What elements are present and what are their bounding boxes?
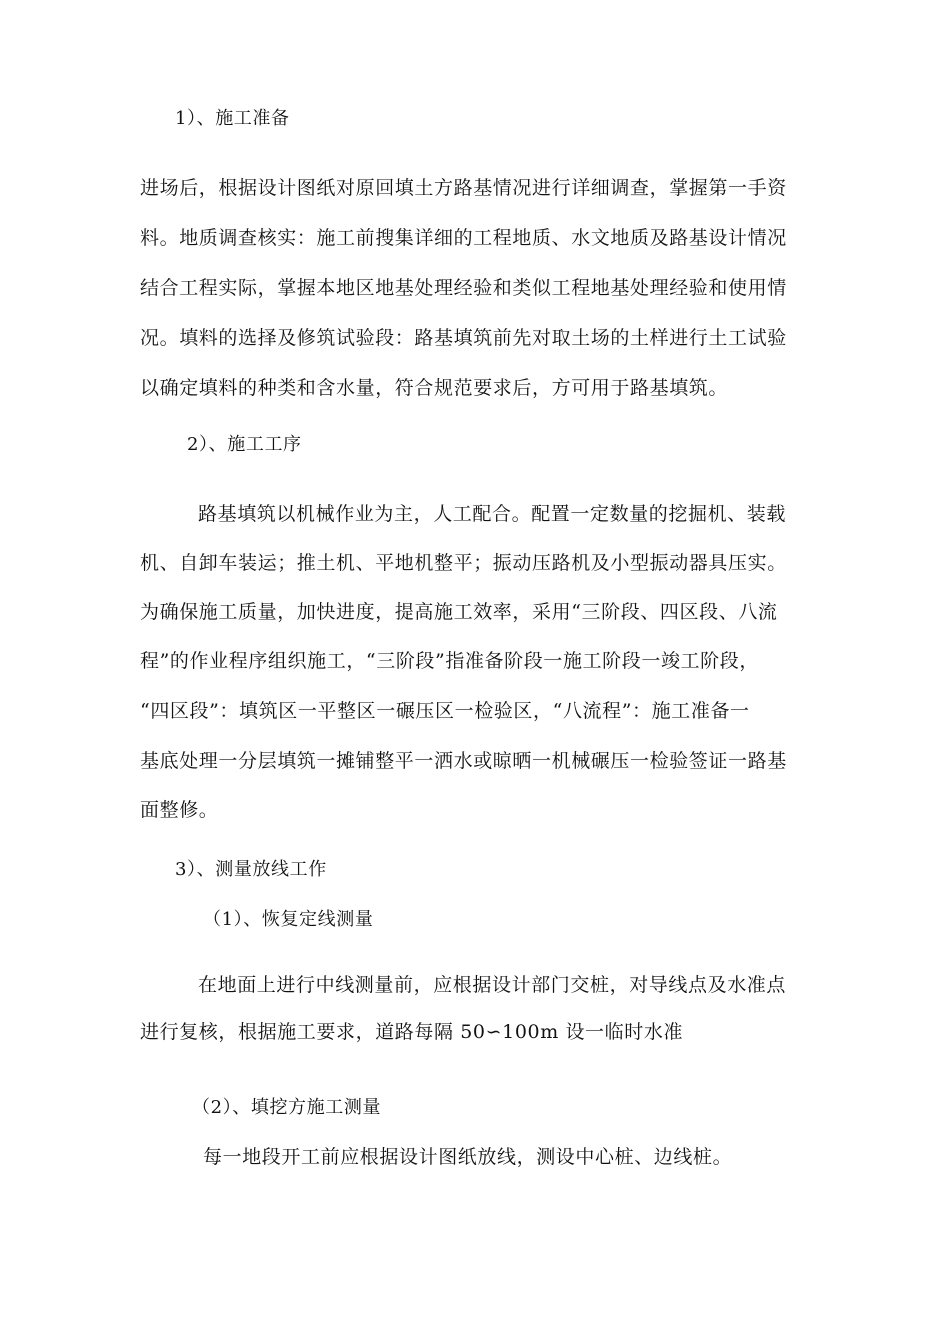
section-2-line-2: 机、自卸车装运；推土机、平地机整平；振动压路机及小型振动器具压实。	[140, 552, 787, 574]
section-1-line-2: 料。地质调查核实：施工前搜集详细的工程地质、水文地质及路基设计情况	[140, 227, 787, 249]
section-2-line-5: “四区段”：填筑区一平整区一碾压区一检验区，“八流程”：施工准备一	[140, 700, 750, 722]
section-2-line-7: 面整修。	[140, 799, 219, 821]
section-2-line-1: 路基填筑以机械作业为主，人工配合。配置一定数量的挖掘机、装载	[198, 503, 787, 525]
section-1-heading: 1）、施工准备	[175, 108, 290, 129]
section-3-1-line-1: 在地面上进行中线测量前，应根据设计部门交桩，对导线点及水准点	[198, 974, 787, 996]
section-1-line-4: 况。填料的选择及修筑试验段：路基填筑前先对取土场的土样进行土工试验	[140, 327, 787, 349]
section-2-heading: 2）、施工工序	[187, 434, 302, 455]
section-3-1-heading: （1）、恢复定线测量	[203, 909, 374, 930]
section-3-1-line-2: 进行复核，根据施工要求，道路每隔 50∽100m 设一临时水准	[140, 1021, 684, 1043]
section-2-line-3: 为确保施工质量，加快进度，提高施工效率，采用“三阶段、四区段、八流	[140, 601, 778, 623]
section-2-line-6: 基底处理一分层填筑一摊铺整平一洒水或晾晒一机械碾压一检验签证一路基	[140, 750, 787, 772]
section-3-2-heading: （2）、填挖方施工测量	[192, 1097, 382, 1118]
section-1-line-5: 以确定填料的种类和含水量，符合规范要求后，方可用于路基填筑。	[140, 377, 729, 399]
section-1-line-1: 进场后，根据设计图纸对原回填土方路基情况进行详细调查，掌握第一手资	[140, 177, 787, 199]
section-2-line-4: 程”的作业程序组织施工，“三阶段”指准备阶段一施工阶段一竣工阶段，	[140, 650, 759, 672]
section-1-line-3: 结合工程实际，掌握本地区地基处理经验和类似工程地基处理经验和使用情	[140, 277, 787, 299]
section-3-heading: 3）、测量放线工作	[175, 859, 327, 880]
section-3-2-line-1: 每一地段开工前应根据设计图纸放线，测设中心桩、边线桩。	[203, 1146, 733, 1168]
